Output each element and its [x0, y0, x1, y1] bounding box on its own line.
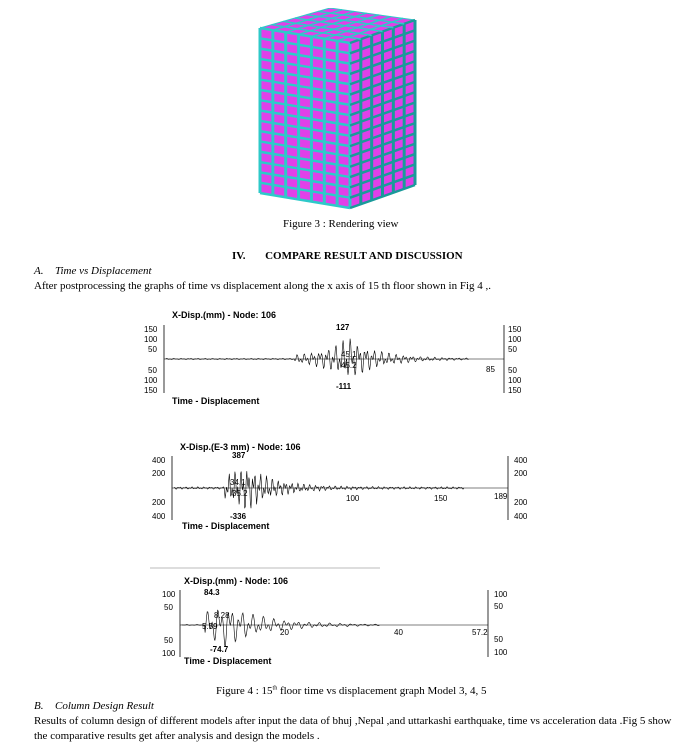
tick-label: 200	[152, 498, 166, 507]
tick-label: 50	[164, 636, 173, 645]
plot-title: X-Disp.(mm) - Node: 106	[184, 576, 289, 586]
tick-label: 200	[514, 469, 528, 478]
plot-title: X-Disp.(E-3 mm) - Node: 106	[180, 442, 301, 452]
figure3-caption: Figure 3 : Rendering view	[283, 218, 399, 230]
data-label: 127	[336, 323, 350, 332]
subsection-b-title: Column Design Result	[54, 700, 154, 712]
tick-label: 50	[148, 366, 157, 375]
data-label: 45.1	[341, 350, 357, 359]
subsection-a-text: After postprocessing the graphs of time vs displacement along the x axis of 15 th floor shown in Fig 4 ,.	[34, 280, 492, 292]
tick-label: 100	[162, 649, 176, 658]
plot-model-3	[134, 305, 554, 410]
data-label: 189	[494, 492, 508, 501]
data-label: -336	[230, 512, 247, 521]
data-label: 387	[232, 451, 246, 460]
tick-label: 100	[508, 376, 522, 385]
tick-label: 100	[162, 590, 176, 599]
plot-xlabel: Time - Displacement	[172, 396, 260, 406]
tick-label: 400	[514, 456, 528, 465]
tick-label: 400	[152, 512, 166, 521]
data-label: -74.7	[210, 645, 229, 654]
subsection-b-letter: B.	[34, 700, 44, 712]
plot-xlabel: Time - Displacement	[184, 656, 272, 666]
plot-3-graphics	[150, 565, 546, 670]
data-label: -111	[336, 382, 352, 391]
building-render	[255, 8, 425, 213]
tick-label: 50	[494, 635, 503, 644]
tick-label: 150	[508, 386, 522, 395]
tick-label: 50	[148, 345, 157, 354]
data-label: 100	[346, 494, 360, 503]
data-label: 8.28	[214, 611, 230, 620]
tick-label: 150	[508, 325, 522, 334]
tick-label: 400	[152, 456, 166, 465]
plot-xlabel: Time - Displacement	[182, 521, 270, 531]
plot-model-4	[134, 436, 554, 536]
tick-label: 400	[514, 512, 528, 521]
section-number: IV.	[232, 250, 246, 262]
section-title: COMPARE RESULT AND DISCUSSION	[265, 250, 463, 262]
subsection-b-text: Results of column design of different models after input the data of bhuj ,Nepal ,and uttarkashi earthquake, time vs acceleration data .Fig 5 show the comparative results get after analysis and design the models .	[34, 715, 672, 742]
figure4-caption-text-2: floor time vs displacement graph Model 3, 4, 5	[277, 685, 487, 697]
tick-label: 100	[144, 335, 158, 344]
data-label: 20	[280, 628, 289, 637]
plot-title: X-Disp.(mm) - Node: 106	[172, 310, 277, 320]
tick-label: 50	[164, 603, 173, 612]
figure4-caption-text: Figure 4 : 15	[216, 685, 273, 697]
data-label: 35.2	[232, 489, 248, 498]
figure4-caption	[216, 685, 486, 697]
data-label: 45.2	[341, 361, 357, 370]
figure4-caption-sup: th	[272, 685, 278, 692]
tick-label: 50	[494, 602, 503, 611]
tick-label: 150	[144, 325, 158, 334]
data-label: 57.2	[472, 628, 488, 637]
tick-label: 100	[494, 590, 508, 599]
data-label: 85	[486, 365, 495, 374]
plot-model-5	[150, 565, 546, 670]
data-label: 40	[394, 628, 403, 637]
tick-label: 50	[508, 366, 517, 375]
subsection-b-heading	[34, 700, 154, 712]
tick-label: 150	[144, 386, 158, 395]
tick-label: 200	[514, 498, 528, 507]
section-heading	[232, 250, 463, 262]
tick-label: 100	[144, 376, 158, 385]
data-label: 5.59	[202, 622, 218, 631]
tick-label: 100	[494, 648, 508, 657]
tick-label: 200	[152, 469, 166, 478]
subsection-a-title: Time vs Displacement	[54, 265, 152, 277]
subsection-a-letter: A.	[34, 265, 44, 277]
data-label: 150	[434, 494, 448, 503]
tick-label: 50	[508, 345, 517, 354]
subsection-a-heading	[34, 265, 152, 277]
data-label: 34.1	[230, 478, 246, 487]
tick-label: 100	[508, 335, 522, 344]
data-label: 84.3	[204, 588, 220, 597]
